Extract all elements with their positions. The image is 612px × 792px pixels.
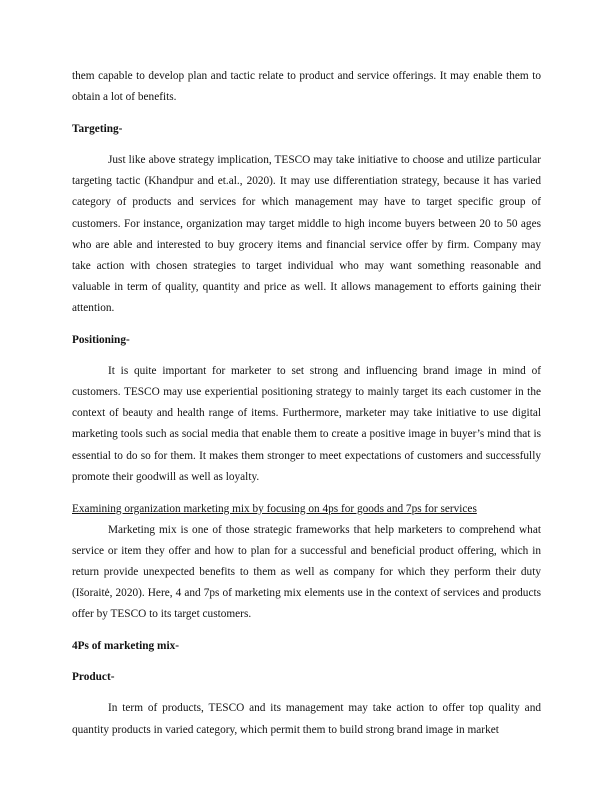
marketing-mix-heading: Examining organization marketing mix by focusing on 4ps for goods and 7ps for services (72, 502, 477, 515)
marketing-mix-paragraph: Marketing mix is one of those strategic frameworks that help marketers to comprehend what service or item they offer and how to plan for a successful and beneficial product offering, which in return provide unexpected benefits to them as well as company for which they perform their duty (Išoraitė, 2020). Here, 4 and 7ps of marketing mix elements use in the context of services and products offer by TESCO to its target customers. (72, 523, 541, 621)
document-page (72, 66, 541, 741)
positioning-paragraph: It is quite important for marketer to set strong and influencing brand image in mind of customers. TESCO may use experiential positioning strategy to mainly target its each customer in the context of beauty and health range of items. Furthermore, marketer may take initiative to use digital marketing tools such as social media that enable them to create a positive image in buyer’s mind that is essential to do so for them. It makes them stronger to meet expectations of customers and successfully promote their goodwill as well as loyalty. (72, 365, 541, 483)
targeting-paragraph: Just like above strategy implication, TESCO may take initiative to choose and utilize particular targeting tactic (Khandpur and et.al., 2020). It may use differentiation strategy, because it has varied category of products and services for which management may have to target specific group of customers. For instance, organization may target middle to high income buyers between 20 to 50 ages who are able and interested to buy grocery items and financial service offer by firm. Company may take action with chosen strategies to target individual who may want something reasonable and valuable in term of quality, quantity and price as well. It allows management to efforts gaining their attention. (72, 154, 541, 314)
intro-paragraph: them capable to develop plan and tactic relate to product and service offerings. It may enable them to obtain a lot of benefits. (72, 70, 541, 104)
product-heading: Product- (72, 671, 115, 684)
product-paragraph: In term of products, TESCO and its management may take action to offer top quality and quantity products in varied category, which permit them to build strong brand image in market (72, 702, 541, 736)
four-ps-heading: 4Ps of marketing mix- (72, 640, 179, 653)
positioning-heading: Positioning- (72, 334, 130, 347)
targeting-heading: Targeting- (72, 123, 123, 136)
